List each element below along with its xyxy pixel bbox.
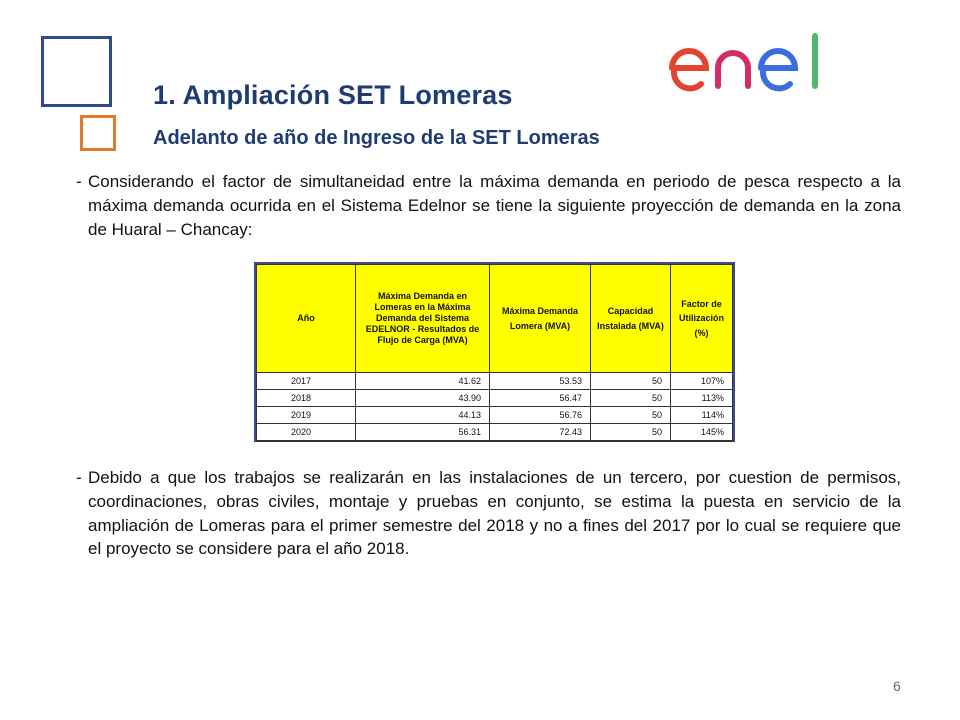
table-cell: 44.13 [356, 407, 490, 424]
demand-table [254, 262, 735, 442]
table-row [257, 373, 733, 390]
table-header-year: Año [257, 265, 356, 373]
table-header-max-demand-lomera: Máxima Demanda Lomera (MVA) [490, 265, 591, 373]
slide-subtitle: Adelanto de año de Ingreso de la SET Lomeras [153, 127, 600, 149]
table-cell: 2019 [257, 407, 356, 424]
table-cell: 2017 [257, 373, 356, 390]
decorative-square-orange [80, 115, 116, 151]
table-cell: 72.43 [490, 424, 591, 442]
table-cell: 2018 [257, 390, 356, 407]
bullet-text: Debido a que los trabajos se realizarán en las instalaciones de un tercero, por cuestion de permisos, coordinaciones, obras civiles, montaje y pruebas en conjunto, se estima la puesta en servicio de la ampliación de Lomeras para el primer semestre del 2018 y no a fines del 2017 por lo cual se requiere que el proyecto se considere para el año 2018. [88, 468, 901, 559]
table-row [257, 424, 733, 442]
enel-logo-icon [668, 28, 838, 98]
table-header-utilization: Factor de Utilización (%) [671, 265, 733, 373]
table-cell: 145% [671, 424, 733, 442]
bullet-marker: - [76, 172, 82, 191]
table-cell: 41.62 [356, 373, 490, 390]
table-cell: 50 [591, 373, 671, 390]
table-cell: 113% [671, 390, 733, 407]
bullet-marker: - [76, 468, 82, 487]
table-cell: 2020 [257, 424, 356, 442]
table-cell: 56.31 [356, 424, 490, 442]
page-number: 6 [893, 678, 901, 694]
table-cell: 53.53 [490, 373, 591, 390]
table-cell: 43.90 [356, 390, 490, 407]
table-header-max-demand-system: Máxima Demanda en Lomeras en la Máxima Demanda del Sistema EDELNOR - Resultados de Flujo de Carga (MVA) [356, 265, 490, 373]
table-cell: 50 [591, 390, 671, 407]
table-row [257, 407, 733, 424]
table-cell: 114% [671, 407, 733, 424]
table-cell: 56.76 [490, 407, 591, 424]
slide-title: 1. Ampliación SET Lomeras [153, 80, 513, 110]
table-row [257, 390, 733, 407]
decorative-square-blue [41, 36, 112, 107]
table-cell: 50 [591, 407, 671, 424]
table-cell: 56.47 [490, 390, 591, 407]
bullet-text: Considerando el factor de simultaneidad entre la máxima demanda en periodo de pesca respecto a la máxima demanda ocurrida en el Sistema Edelnor se tiene la siguiente proyección de demanda en la zona de Huaral – Chancay: [88, 172, 901, 239]
bullet-paragraph-1 [76, 170, 901, 241]
bullet-paragraph-2 [76, 466, 901, 561]
table-cell: 50 [591, 424, 671, 442]
table-header-installed-capacity: Capacidad Instalada (MVA) [591, 265, 671, 373]
table-cell: 107% [671, 373, 733, 390]
